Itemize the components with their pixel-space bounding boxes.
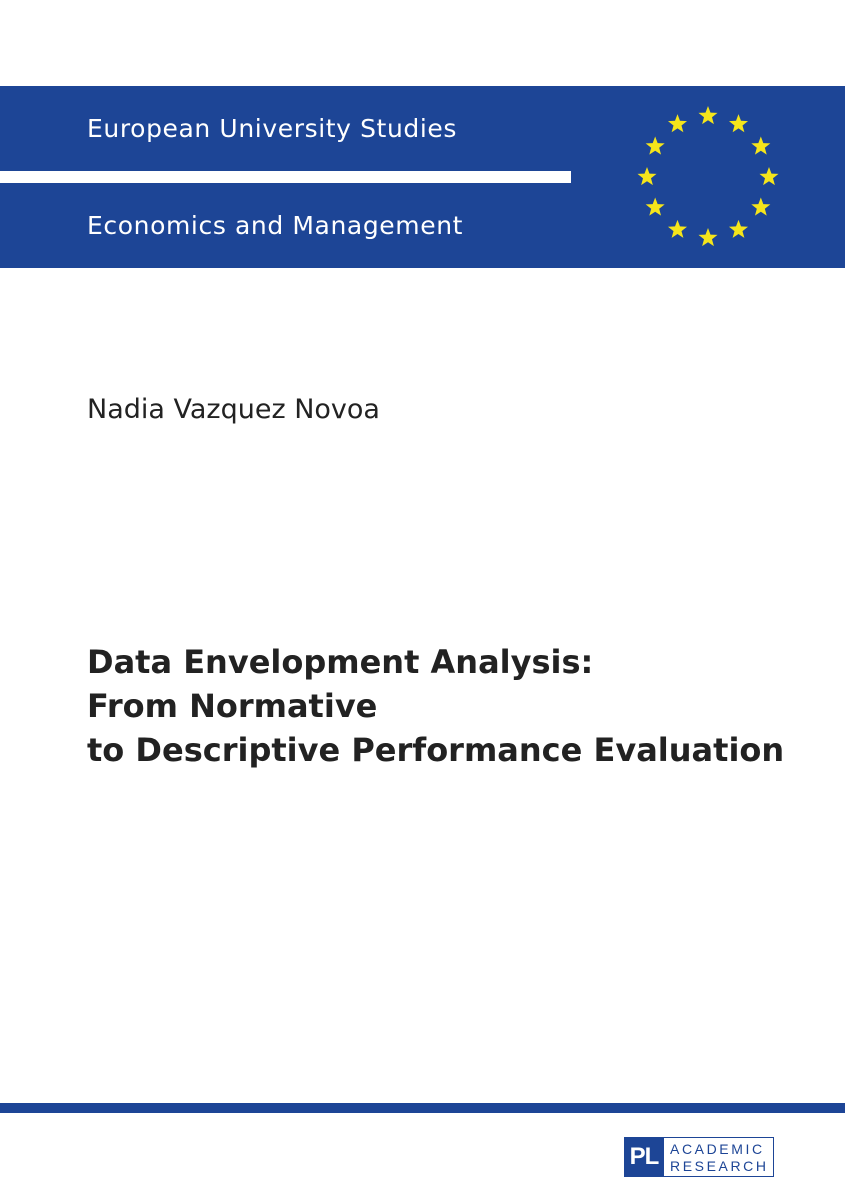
series-subtitle: Economics and Management <box>87 211 464 240</box>
star-icon <box>646 198 665 216</box>
star-icon <box>729 114 748 132</box>
book-title-line-3: to Descriptive Performance Evaluation <box>87 731 785 769</box>
star-icon <box>729 220 748 238</box>
publisher-line-1: ACADEMIC <box>670 1140 765 1157</box>
series-banner <box>0 86 845 268</box>
series-title: European University Studies <box>87 114 458 143</box>
star-icon <box>637 167 656 185</box>
book-title-line-1: Data Envelopment Analysis: <box>87 643 594 681</box>
footer-bar <box>0 1103 845 1113</box>
eu-star-circle-icon <box>628 102 788 252</box>
star-icon <box>698 228 717 246</box>
publisher-wordmark <box>664 1137 774 1177</box>
star-icon <box>646 137 665 155</box>
book-title <box>87 640 787 772</box>
author-name: Nadia Vazquez Novoa <box>87 394 380 425</box>
star-icon <box>668 220 687 238</box>
book-title-line-2: From Normative <box>87 687 378 725</box>
star-icon <box>751 137 770 155</box>
publisher-logo <box>624 1137 774 1177</box>
publisher-line-2: RESEARCH <box>670 1157 769 1174</box>
star-icon <box>668 114 687 132</box>
banner-divider <box>0 171 571 183</box>
star-icon <box>698 106 717 124</box>
star-icon <box>751 198 770 216</box>
publisher-mark: PL <box>624 1137 664 1177</box>
star-icon <box>759 167 778 185</box>
